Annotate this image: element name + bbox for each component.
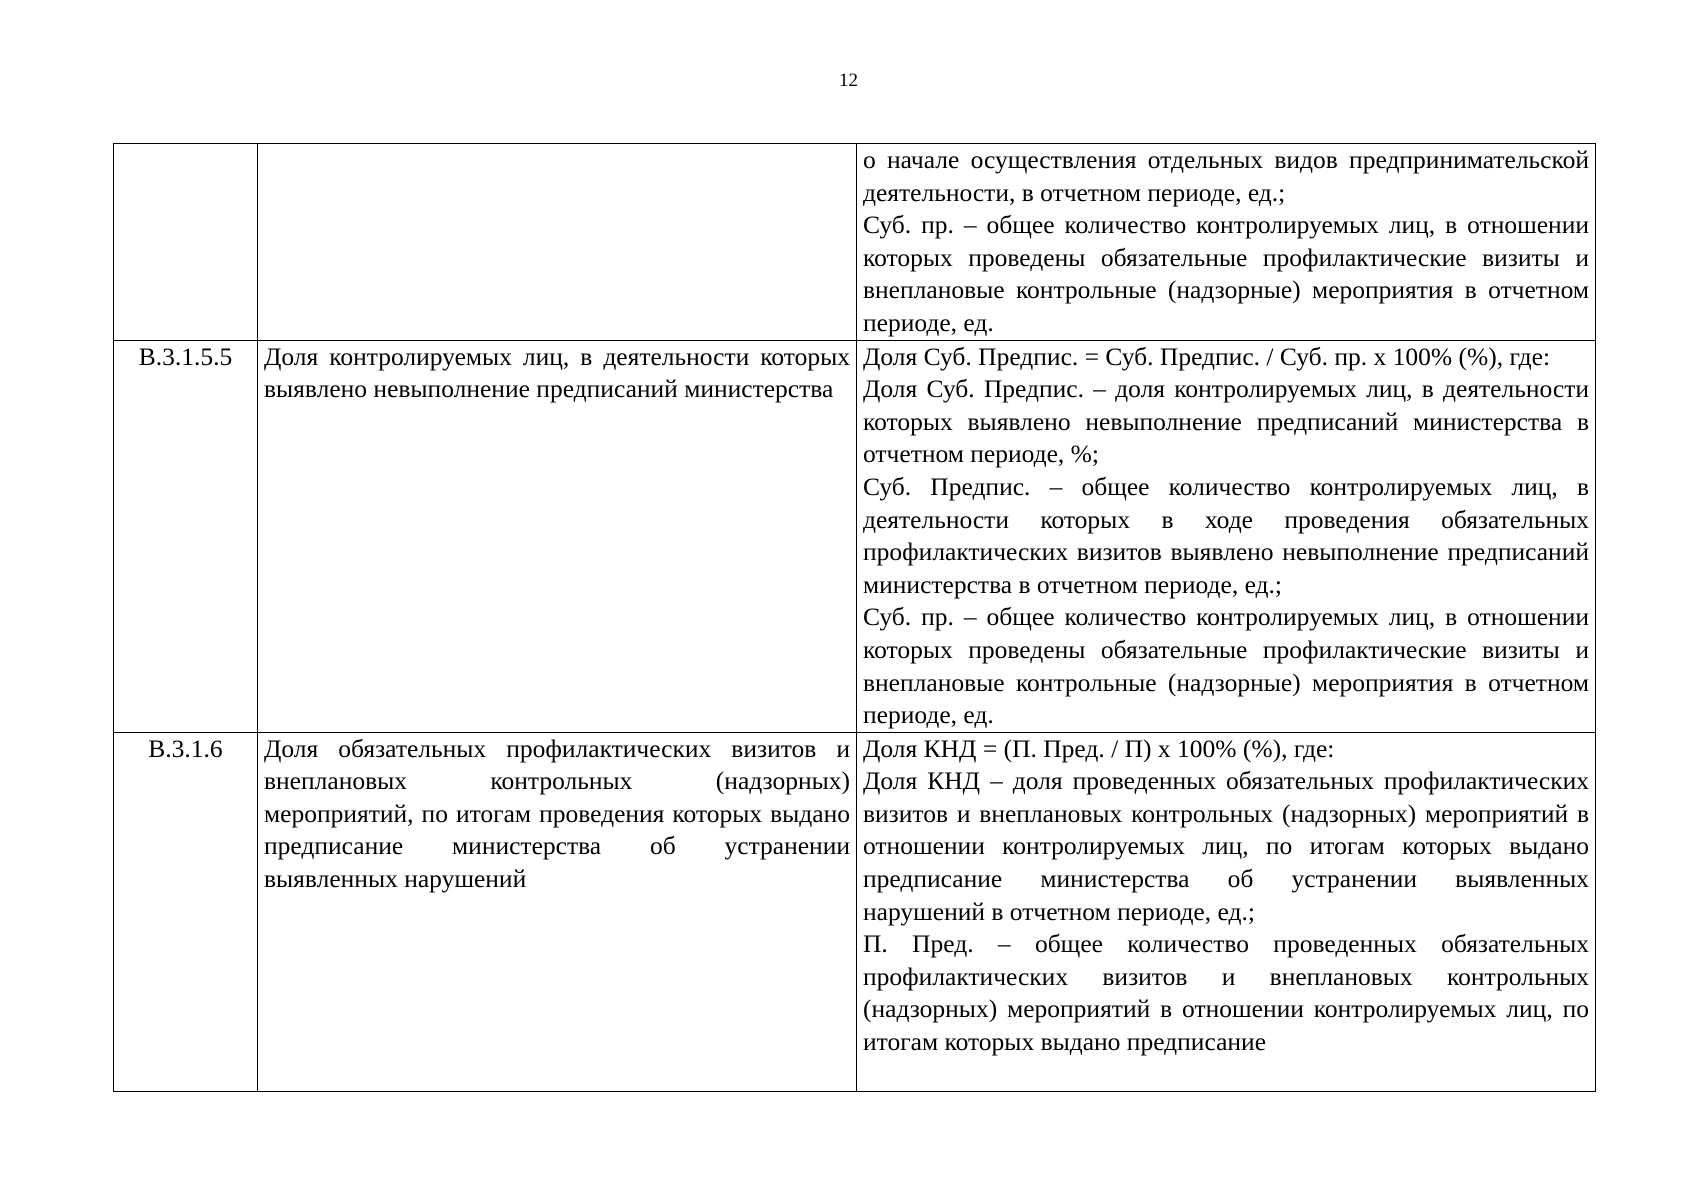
indicator-name-cell [258, 144, 857, 341]
indicator-name-cell: Доля контролируемых лиц, в деятельности которых выявлено невыполнение предписаний министерства [258, 340, 857, 732]
table-row [114, 340, 1596, 732]
indicator-name-cell: Доля обязательных профилактических визитов и внеплановых контрольных (надзорных) мероприятий, по итогам проведения которых выдано предписание министерства об устранении выявленных нарушений [258, 732, 857, 1091]
indicator-formula-cell [857, 732, 1596, 1091]
formula-paragraph: Доля КНД = (П. Пред. / П) х 100% (%), где: [863, 733, 1335, 763]
formula-paragraph: о начале осуществления отдельных видов предпринимательской деятельности, в отчетном периоде, ед.; [863, 145, 1589, 207]
formula-paragraph: Суб. пр. – общее количество контролируемых лиц, в отношении которых проведены обязательные профилактические визиты и внеплановые контрольные (надзорные) мероприятия в отчетном периоде, ед. [863, 210, 1589, 337]
formula-continued-clip [863, 733, 1589, 1091]
indicator-formula-cell [857, 340, 1596, 732]
formula-paragraph: Доля КНД – доля проведенных обязательных профилактических визитов и внеплановых контрольных (надзорных) мероприятий в отношении контролируемых лиц, по итогам которых выдано предписание министерства об устранении выявленных нарушений в отчетном периоде, ед.; [863, 766, 1589, 926]
indicator-code-cell: В.3.1.5.5 [114, 340, 258, 732]
page-number: 12 [839, 70, 858, 91]
formula-paragraph: Доля Суб. Предпис. = Суб. Предпис. / Суб. пр. х 100% (%), где: [863, 341, 1551, 371]
table-row [114, 732, 1596, 1091]
formula-paragraph: Доля Суб. Предпис. – доля контролируемых лиц, в деятельности которых выявлено невыполнение предписаний министерства в отчетном периоде, %; [863, 374, 1589, 469]
formula-paragraph: Суб. Предпис. – общее количество контролируемых лиц, в деятельности которых в ходе проведения обязательных профилактических визитов выявлено невыполнение предписаний министерства в отчетном периоде, ед.; [863, 471, 1589, 599]
table-row [114, 144, 1596, 341]
indicator-code-cell [114, 144, 258, 341]
formula-paragraph: П. Пред. – общее количество проведенных обязательных профилактических визитов и внеплановых контрольных (надзорных) мероприятий в отношении контролируемых лиц, по итогам которых выдано предписание [863, 929, 1589, 1057]
formula-paragraph: Суб. пр. – общее количество контролируемых лиц, в отношении которых проведены обязательные профилактические визиты и внеплановые контрольные (надзорные) мероприятия в отчетном периоде, ед. [863, 602, 1589, 730]
indicators-table [113, 143, 1596, 1092]
indicator-formula-cell [857, 144, 1596, 341]
indicator-code-cell: В.3.1.6 [114, 732, 258, 1091]
